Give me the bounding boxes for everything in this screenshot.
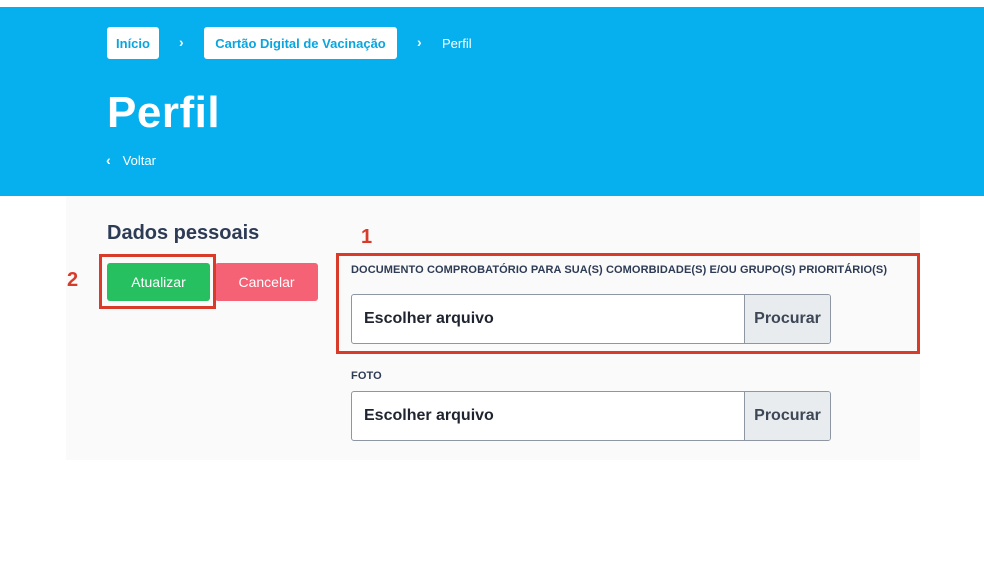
page-title: Perfil bbox=[107, 88, 221, 137]
photo-browse-button[interactable]: Procurar bbox=[744, 392, 830, 440]
document-field-label: DOCUMENTO COMPROBATÓRIO PARA SUA(S) COMORBIDADE(S) E/OU GRUPO(S) PRIORITÁRIO(S) bbox=[351, 264, 888, 276]
document-browse-button[interactable]: Procurar bbox=[744, 295, 830, 343]
photo-file-input[interactable] bbox=[351, 391, 831, 441]
annotation-number-1: 1 bbox=[361, 226, 373, 248]
breadcrumb-separator-icon: › bbox=[417, 34, 422, 50]
annotation-box-2 bbox=[99, 254, 216, 309]
document-file-input[interactable] bbox=[351, 294, 831, 344]
annotation-number-2: 2 bbox=[67, 269, 79, 291]
update-button[interactable]: Atualizar bbox=[107, 263, 210, 301]
chevron-left-icon: ‹ bbox=[106, 152, 111, 168]
back-link-label: Voltar bbox=[122, 152, 156, 168]
breadcrumb-current: Perfil bbox=[442, 36, 472, 51]
photo-field-label: FOTO bbox=[351, 370, 382, 382]
document-file-value: Escolher arquivo bbox=[364, 310, 494, 327]
section-title: Dados pessoais bbox=[107, 222, 260, 244]
breadcrumb-home-link[interactable]: Início bbox=[107, 27, 159, 59]
breadcrumb-vaccination-card-link[interactable]: Cartão Digital de Vacinação bbox=[204, 27, 397, 59]
cancel-button[interactable]: Cancelar bbox=[215, 263, 318, 301]
photo-file-value: Escolher arquivo bbox=[364, 407, 494, 424]
breadcrumb-separator-icon: › bbox=[179, 34, 184, 50]
back-link[interactable] bbox=[106, 152, 156, 168]
